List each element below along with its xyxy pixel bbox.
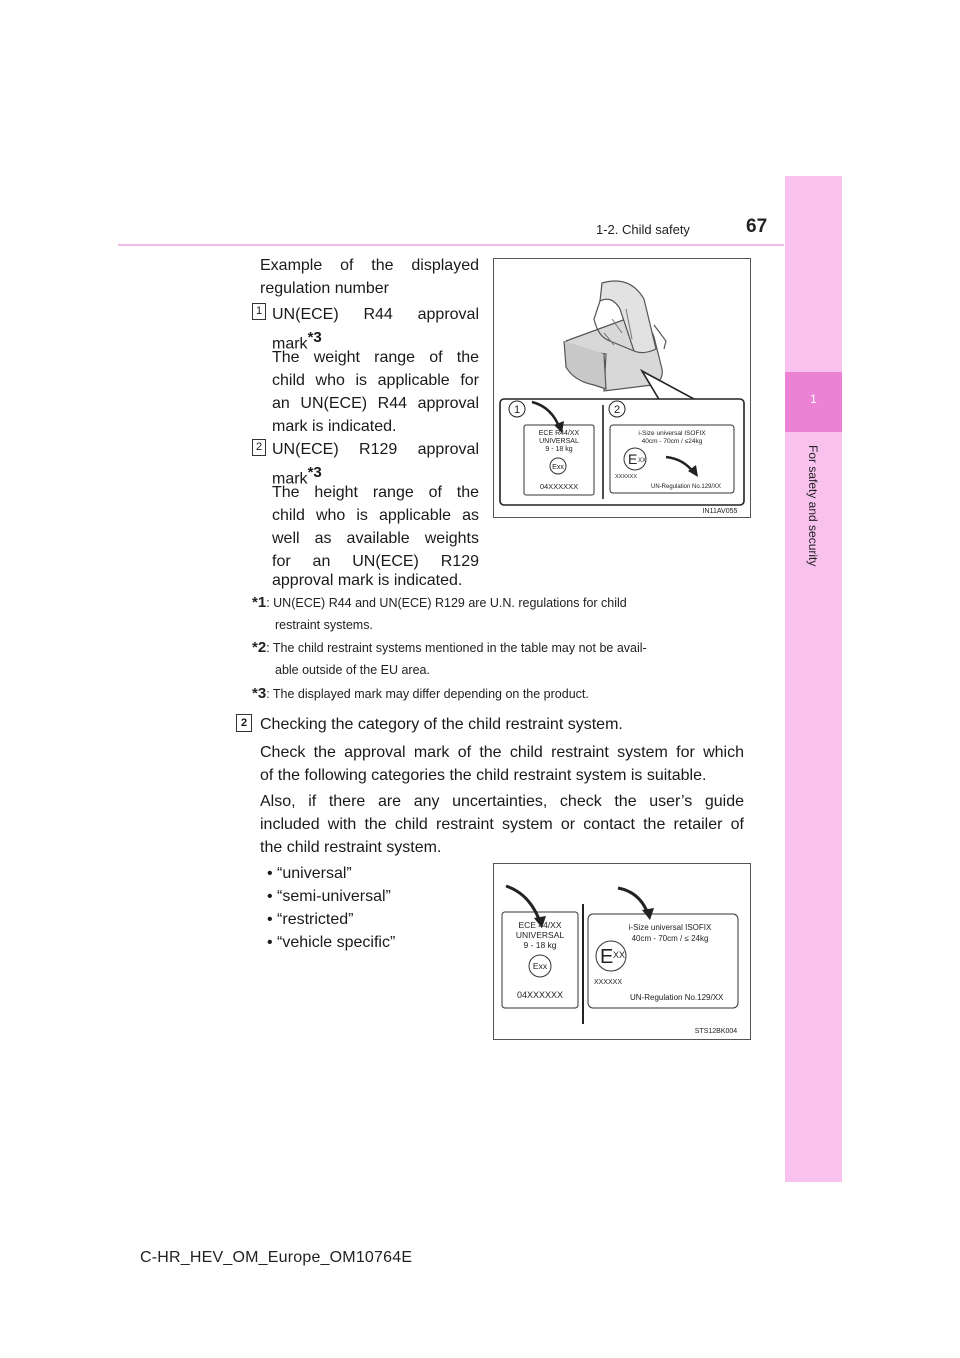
step-para-1-line-1: Check the approval mark of the child restraint system for which: [260, 744, 744, 761]
footnote-1: *1: UN(ECE) R44 and UN(ECE) R129 are U.N. regulations for child: [252, 594, 627, 611]
fig2-r129-approval-number: XXXXXX: [594, 979, 623, 986]
step-para-2-line-3: the child restraint system.: [260, 839, 442, 856]
fig2-r44-line-3: 9 - 18 kg: [523, 940, 557, 950]
item-marker-1: 1: [252, 303, 266, 320]
chapter-title-tab: [800, 445, 830, 595]
document-id: C-HR_HEV_OM_Europe_OM10764E: [140, 1249, 413, 1266]
callout-1: 1: [513, 404, 521, 416]
footnote-2: *2: The child restraint systems mentioned in the table may not be avail-: [252, 639, 647, 656]
footnote-3: *3: The displayed mark may differ depending on the product.: [252, 685, 589, 702]
footnote-2-line-2: able outside of the EU area.: [275, 663, 430, 677]
item-2-desc-5: approval mark is indicated.: [272, 572, 463, 589]
item-1-desc-4: mark is indicated.: [272, 418, 397, 435]
r129-emark-sub: XX: [638, 458, 647, 464]
item-1-title-2: mark$^{*3}$: [272, 329, 322, 353]
r129-approval-number: XXXXXX: [615, 474, 638, 480]
r44-line-3: 9 - 18 kg: [545, 446, 573, 453]
step-number: 2: [236, 714, 252, 732]
category-list-item-3: • “restricted”: [267, 911, 354, 928]
fig2-r129-regulation: UN-Regulation No.129/XX: [630, 993, 724, 1002]
section-title: 1-2. Child safety: [596, 222, 690, 237]
step-para-2-line-1: Also, if there are any uncertainties, check the user’s guide: [260, 793, 744, 810]
footnote-3-ref: *3: [252, 685, 267, 702]
item-1-desc-2: child who is applicable for: [272, 372, 479, 389]
item-2-desc-2: child who is applicable as: [272, 507, 479, 524]
item-1-desc-1: The weight range of the: [272, 349, 479, 366]
fig2-r44-approval-number: 04XXXXXX: [516, 990, 564, 1000]
category-list-item-4: • “vehicle specific”: [267, 934, 396, 951]
header-rule: [118, 244, 784, 246]
r44-approval-number: 04XXXXXX: [539, 482, 579, 491]
intro-line-1: Example of the displayed: [260, 257, 479, 274]
footnote-1-ref: *1: [252, 594, 267, 611]
approval-marks-illustration: [494, 864, 750, 1039]
item-2-title-2: mark$^{*3}$: [272, 464, 322, 488]
r129-line-2: 40cm - 70cm / ≤24kg: [641, 438, 703, 445]
figure-1-code: IN11AV055: [702, 508, 738, 515]
item-2-desc-3: well as available weights: [272, 530, 479, 547]
fig2-r129-line-1: i-Size universal ISOFIX: [628, 923, 712, 932]
item-marker-2: 2: [252, 439, 266, 456]
figure-approval-marks: [493, 863, 751, 1040]
child-seat-illustration: [494, 259, 750, 517]
item-2-footnote-ref: *3: [307, 464, 322, 481]
intro-line-2: regulation number: [260, 280, 389, 297]
page-number: 67: [746, 216, 768, 237]
figure-child-seat-marks: [493, 258, 751, 518]
footnote-2-ref: *2: [252, 639, 267, 656]
item-2-desc-4: for an UN(ECE) R129: [272, 553, 479, 570]
step-para-1-line-2: of the following categories the child restraint system is suitable.: [260, 767, 707, 784]
r129-line-1: i-Size universal ISOFIX: [638, 430, 706, 437]
fig2-r129-emark: E: [600, 946, 614, 968]
step-title: Checking the category of the child restraint system.: [260, 716, 623, 733]
r44-emark: Exx: [552, 464, 564, 471]
footnote-1-line-2: restraint systems.: [275, 618, 373, 632]
step-para-2-line-2: included with the child restraint system or contact the retailer of: [260, 816, 744, 833]
item-2-title: UN(ECE) R129 approval: [272, 441, 479, 458]
fig2-r44-emark: Exx: [532, 961, 548, 971]
item-2-desc-1: The height range of the: [272, 484, 479, 501]
callout-2: 2: [613, 404, 621, 416]
item-1-title: UN(ECE) R44 approval: [272, 306, 479, 323]
chapter-number: 1: [810, 392, 817, 406]
r129-regulation: UN-Regulation No.129/XX: [651, 484, 722, 490]
fig2-r44-line-1: ECE 44/XX: [518, 920, 562, 930]
r44-line-2: UNIVERSAL: [539, 438, 579, 445]
chapter-number-tab[interactable]: [785, 372, 842, 432]
category-list-item-2: • “semi-universal”: [267, 888, 391, 905]
fig2-r129-emark-sub: XX: [613, 950, 626, 960]
category-list-item-1: • “universal”: [267, 865, 352, 882]
figure-2-code: STS12BK004: [694, 1028, 738, 1035]
item-1-footnote-ref: *3: [307, 329, 322, 346]
fig2-r44-line-2: UNIVERSAL: [515, 930, 565, 940]
item-1-desc-3: an UN(ECE) R44 approval: [272, 395, 479, 412]
r129-emark: E: [628, 451, 638, 467]
fig2-r129-line-2: 40cm - 70cm / ≤ 24kg: [631, 934, 709, 943]
chapter-title: For safety and security: [806, 445, 820, 567]
side-chapter-tab: [785, 176, 842, 1182]
r44-line-1: ECE R44/XX: [538, 430, 580, 437]
